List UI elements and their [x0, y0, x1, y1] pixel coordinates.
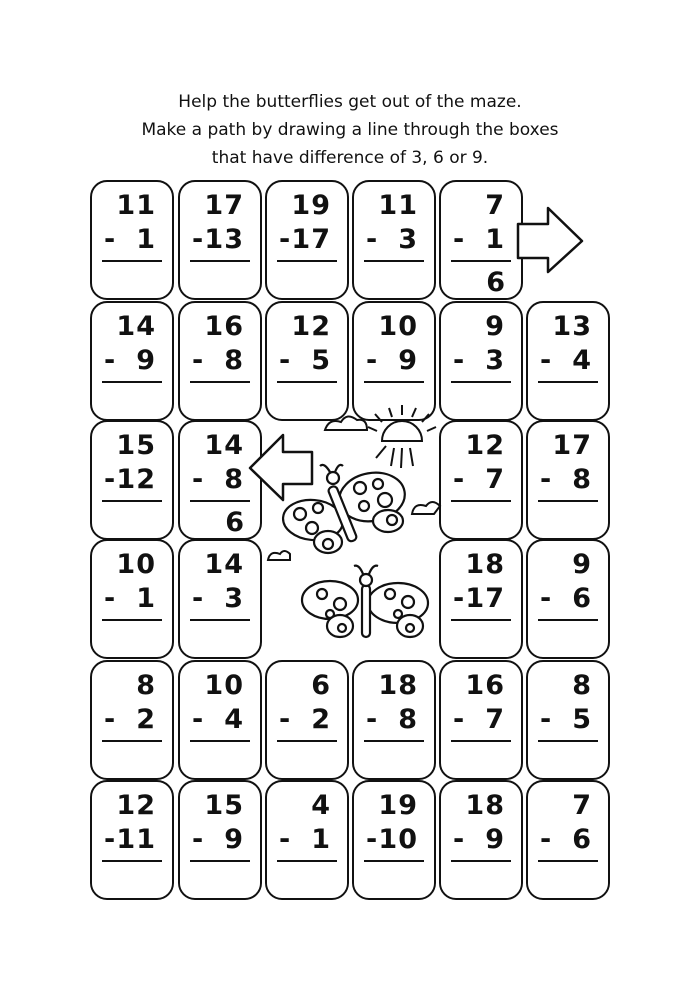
answer-value: 6	[225, 507, 244, 538]
subtrahend: 1	[136, 224, 156, 255]
minuend: 19	[378, 790, 418, 821]
subtrahend: 2	[136, 704, 156, 735]
minus-sign: -	[192, 824, 204, 855]
minus-sign: -	[453, 824, 465, 855]
subtrahend: 1	[485, 224, 505, 255]
subtrahend: 6	[572, 824, 592, 855]
subtrahend: 8	[224, 345, 244, 376]
start-arrow-icon	[250, 435, 312, 500]
minus-sign: -	[453, 224, 465, 255]
butterfly-icon	[302, 566, 428, 637]
minuend: 4	[311, 790, 331, 821]
subtrahend: 7	[485, 464, 505, 495]
minuend: 12	[465, 430, 505, 461]
subtrahend: 17	[465, 583, 505, 614]
subtrahend: 2	[311, 704, 331, 735]
minus-sign: -	[453, 345, 465, 376]
minuend: 16	[465, 670, 505, 701]
subtrahend: 9	[398, 345, 418, 376]
subtrahend: 11	[116, 824, 156, 855]
minus-sign: -	[104, 824, 116, 855]
minuend: 11	[116, 190, 156, 221]
subtrahend: 1	[136, 583, 156, 614]
minuend: 9	[572, 549, 592, 580]
minuend: 8	[136, 670, 156, 701]
minus-sign: -	[104, 464, 116, 495]
minus-sign: -	[366, 224, 378, 255]
minuend: 12	[291, 311, 331, 342]
subtrahend: 8	[224, 464, 244, 495]
sun-icon	[368, 405, 436, 468]
instruction-line-2: Make a path by drawing a line through the boxes	[141, 120, 559, 140]
minuend: 6	[311, 670, 331, 701]
subtrahend: 6	[572, 583, 592, 614]
subtrahend: 8	[398, 704, 418, 735]
minus-sign: -	[104, 704, 116, 735]
minuend: 18	[465, 790, 505, 821]
subtrahend: 5	[311, 345, 331, 376]
subtrahend: 8	[572, 464, 592, 495]
minus-sign: -	[279, 345, 291, 376]
minuend: 17	[204, 190, 244, 221]
subtrahend: 10	[378, 824, 418, 855]
minuend: 14	[116, 311, 156, 342]
minus-sign: -	[192, 464, 204, 495]
minuend: 13	[552, 311, 592, 342]
subtrahend: 3	[485, 345, 505, 376]
minuend: 18	[378, 670, 418, 701]
minuend: 12	[116, 790, 156, 821]
answer-value: 6	[486, 267, 505, 298]
subtrahend: 3	[398, 224, 418, 255]
minus-sign: -	[279, 704, 291, 735]
subtrahend: 9	[224, 824, 244, 855]
minus-sign: -	[540, 583, 552, 614]
minus-sign: -	[104, 583, 116, 614]
exit-arrow-icon	[518, 208, 582, 272]
minus-sign: -	[453, 583, 465, 614]
minuend: 15	[204, 790, 244, 821]
subtrahend: 4	[224, 704, 244, 735]
minuend: 15	[116, 430, 156, 461]
instruction-line-1: Help the butterflies get out of the maze.	[178, 92, 522, 112]
minus-sign: -	[453, 704, 465, 735]
minuend: 10	[378, 311, 418, 342]
instruction-line-3: that have difference of 3, 6 or 9.	[211, 148, 489, 168]
minus-sign: -	[366, 824, 378, 855]
minuend: 14	[204, 549, 244, 580]
minus-sign: -	[279, 224, 291, 255]
minuend: 11	[378, 190, 418, 221]
minuend: 14	[204, 430, 244, 461]
minuend: 9	[485, 311, 505, 342]
subtrahend: 7	[485, 704, 505, 735]
minus-sign: -	[540, 345, 552, 376]
minuend: 19	[291, 190, 331, 221]
subtrahend: 9	[485, 824, 505, 855]
minus-sign: -	[453, 464, 465, 495]
minus-sign: -	[192, 345, 204, 376]
minus-sign: -	[104, 224, 116, 255]
minuend: 17	[552, 430, 592, 461]
subtrahend: 9	[136, 345, 156, 376]
minus-sign: -	[104, 345, 116, 376]
minus-sign: -	[366, 704, 378, 735]
minuend: 7	[572, 790, 592, 821]
subtrahend: 4	[572, 345, 592, 376]
minuend: 18	[465, 549, 505, 580]
minuend: 8	[572, 670, 592, 701]
minuend: 16	[204, 311, 244, 342]
minus-sign: -	[192, 224, 204, 255]
subtrahend: 17	[291, 224, 331, 255]
minus-sign: -	[192, 704, 204, 735]
subtrahend: 1	[311, 824, 331, 855]
subtrahend: 5	[572, 704, 592, 735]
minus-sign: -	[540, 464, 552, 495]
minus-sign: -	[192, 583, 204, 614]
minus-sign: -	[540, 704, 552, 735]
minuend: 10	[204, 670, 244, 701]
subtrahend: 13	[204, 224, 244, 255]
minus-sign: -	[279, 824, 291, 855]
minus-sign: -	[540, 824, 552, 855]
minuend: 10	[116, 549, 156, 580]
minus-sign: -	[366, 345, 378, 376]
minuend: 7	[485, 190, 505, 221]
subtrahend: 12	[116, 464, 156, 495]
subtrahend: 3	[224, 583, 244, 614]
